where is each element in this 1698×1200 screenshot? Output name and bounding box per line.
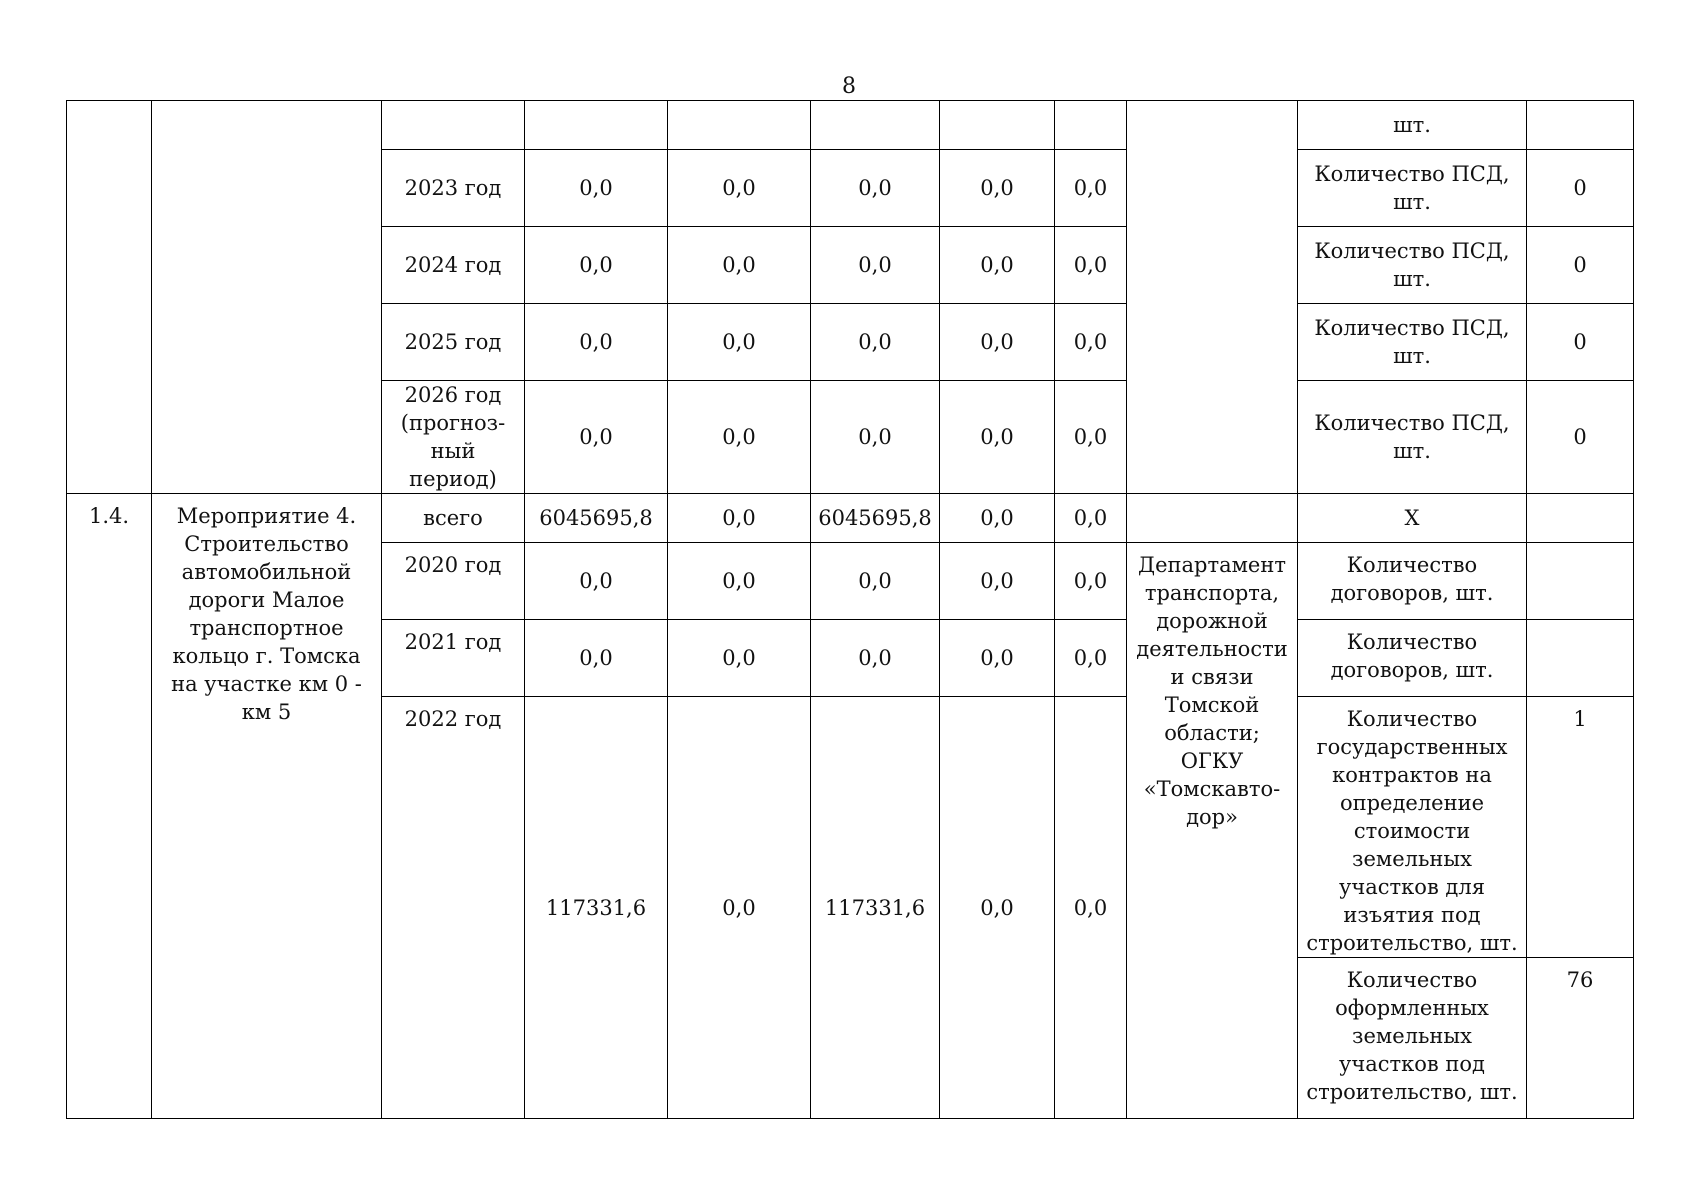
cell-empty <box>152 101 382 494</box>
value-cell: 0,0 <box>1055 494 1127 543</box>
value-cell: 0,0 <box>940 697 1055 1119</box>
indicator-value: 76 <box>1527 958 1634 1119</box>
value-cell: 0,0 <box>1055 304 1127 381</box>
table-row <box>67 494 1634 543</box>
value-cell: 0,0 <box>525 381 668 494</box>
indicator-value <box>1527 543 1634 620</box>
indicator-value: 0 <box>1527 304 1634 381</box>
value-cell: 0,0 <box>940 227 1055 304</box>
value-cell: 0,0 <box>940 620 1055 697</box>
indicator-cell: Количество ПСД, шт. <box>1298 304 1527 381</box>
value-cell: 0,0 <box>811 543 940 620</box>
value-cell: 0,0 <box>668 227 811 304</box>
measure-number: 1.4. <box>67 494 152 1119</box>
value-cell: 0,0 <box>668 620 811 697</box>
value-cell: 0,0 <box>525 150 668 227</box>
year-cell: 2021 год <box>382 620 525 697</box>
indicator-cell: Количество ПСД, шт. <box>1298 227 1527 304</box>
value-cell: 0,0 <box>1055 543 1127 620</box>
value-cell: 0,0 <box>1055 150 1127 227</box>
value-cell: 0,0 <box>525 620 668 697</box>
indicator-cell: Количество оформленных земельных участков под строительство, шт. <box>1298 958 1527 1119</box>
indicator-cell: Количество государственных контрактов на определение стоимости земельных участков для изъятия под строительство, шт. <box>1298 697 1527 958</box>
value-cell: 0,0 <box>668 543 811 620</box>
value-cell: 0,0 <box>940 543 1055 620</box>
value-cell: 0,0 <box>668 304 811 381</box>
year-cell: всего <box>382 494 525 543</box>
cell-empty <box>67 101 152 494</box>
cell-empty <box>1127 101 1298 494</box>
value-cell: 0,0 <box>940 494 1055 543</box>
indicator-cell: Количество ПСД, шт. <box>1298 381 1527 494</box>
value-cell: 6045695,8 <box>525 494 668 543</box>
year-cell: 2022 год <box>382 697 525 1119</box>
year-cell: 2026 год (прогноз-ный период) <box>382 381 525 494</box>
indicator-value <box>1527 494 1634 543</box>
value-cell: 0,0 <box>1055 227 1127 304</box>
indicator-cell: Количество договоров, шт. <box>1298 620 1527 697</box>
indicator-cell: Количество ПСД, шт. <box>1298 150 1527 227</box>
indicator-cell: Количество договоров, шт. <box>1298 543 1527 620</box>
year-cell: 2024 год <box>382 227 525 304</box>
indicator-value: 1 <box>1527 697 1634 958</box>
value-cell: 0,0 <box>940 304 1055 381</box>
value-cell: 0,0 <box>1055 381 1127 494</box>
value-cell: 0,0 <box>811 620 940 697</box>
value-cell: 0,0 <box>811 227 940 304</box>
value-cell: 6045695,8 <box>811 494 940 543</box>
value-cell: 0,0 <box>525 304 668 381</box>
value-cell: 0,0 <box>668 150 811 227</box>
value-cell: 0,0 <box>811 381 940 494</box>
value-cell: 0,0 <box>668 381 811 494</box>
value-cell: 0,0 <box>1055 697 1127 1119</box>
value-cell: 0,0 <box>811 150 940 227</box>
year-cell: 2020 год <box>382 543 525 620</box>
value-cell: 0,0 <box>1055 620 1127 697</box>
executor-cell: Департамент транспорта, дорожной деятельности и связи Томской области; ОГКУ «Томскавто-дор» <box>1127 543 1298 1119</box>
year-cell: 2023 год <box>382 150 525 227</box>
cell-empty <box>1127 494 1298 543</box>
table-row <box>67 101 1634 150</box>
value-cell: 0,0 <box>940 150 1055 227</box>
value-cell: 0,0 <box>525 227 668 304</box>
indicator-value: 0 <box>1527 381 1634 494</box>
indicator-cell: Х <box>1298 494 1527 543</box>
indicator-value <box>1527 620 1634 697</box>
value-cell: 0,0 <box>525 543 668 620</box>
indicator-cell: шт. <box>1298 101 1527 150</box>
year-cell: 2025 год <box>382 304 525 381</box>
value-cell: 0,0 <box>811 304 940 381</box>
page-number: 8 <box>842 74 856 99</box>
measure-title: Мероприятие 4. Строительство автомобильной дороги Малое транспортное кольцо г. Томска на участке км 0 - км 5 <box>152 494 382 1119</box>
budget-table <box>66 100 1634 1119</box>
value-cell: 0,0 <box>940 381 1055 494</box>
value-cell: 117331,6 <box>525 697 668 1119</box>
value-cell: 0,0 <box>668 494 811 543</box>
value-cell: 117331,6 <box>811 697 940 1119</box>
indicator-value: 0 <box>1527 150 1634 227</box>
indicator-value: 0 <box>1527 227 1634 304</box>
value-cell: 0,0 <box>668 697 811 1119</box>
